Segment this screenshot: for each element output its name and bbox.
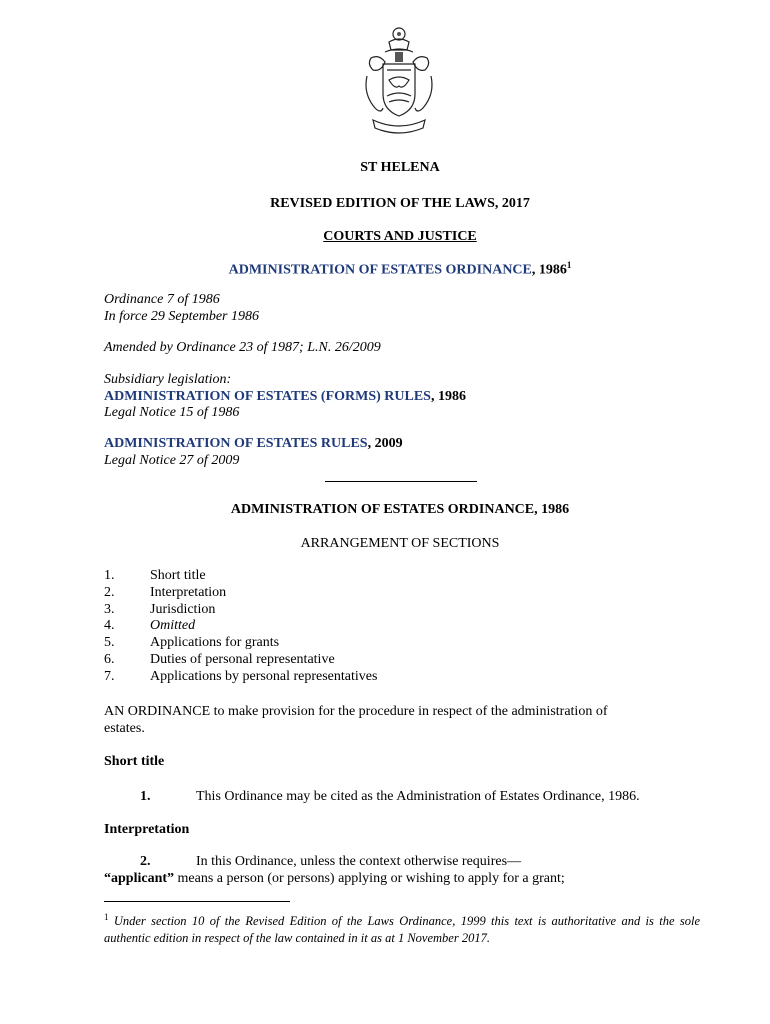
estates-rules (104, 436, 403, 469)
section-2-text: In this Ordinance, unless the context otherwise requires— (196, 854, 522, 869)
section-1-text: This Ordinance may be cited as the Administration of Estates Ordinance, 1986. (196, 789, 640, 804)
ordinance-title-link[interactable]: ADMINISTRATION OF ESTATES ORDINANCE (228, 262, 532, 278)
forms-rules-link[interactable]: ADMINISTRATION OF ESTATES (FORMS) RULES (104, 388, 431, 404)
section-1 (140, 788, 640, 805)
list-item[interactable]: 3. Jurisdiction (104, 601, 216, 617)
definition-term: “applicant” (104, 871, 175, 886)
subsidiary-legislation (104, 372, 466, 422)
ordinance-title-year: , 1986 (531, 262, 567, 278)
coat-of-arms-icon (359, 24, 439, 140)
in-force-date: In force 29 September 1986 (104, 308, 259, 324)
country-heading: ST HELENA (360, 160, 440, 175)
estates-rules-link[interactable]: ADMINISTRATION OF ESTATES RULES (104, 436, 368, 451)
interpretation-heading: Interpretation (104, 822, 190, 837)
preamble: AN ORDINANCE to make provision for the procedure in respect of the administration of estates. (104, 704, 608, 736)
arrangement-heading: ARRANGEMENT OF SECTIONS (300, 536, 500, 551)
footnote-text: Under section 10 of the Revised Edition of the Laws Ordinance, 1999 this text is authoritative and is the sole authentic edition in respect of the law contained in it as at 1 November 2017. (104, 914, 700, 946)
section-2 (140, 853, 521, 870)
list-item[interactable]: 7. Applications by personal representatives (104, 668, 378, 684)
forms-rules-notice: Legal Notice 15 of 1986 (104, 405, 240, 420)
ordinance-number: Ordinance 7 of 1986 (104, 292, 220, 307)
footnote (104, 909, 700, 947)
ordinance-heading: ADMINISTRATION OF ESTATES ORDINANCE, 1986 (230, 502, 570, 517)
footnote-divider (104, 901, 290, 902)
section-2-number: 2. (140, 854, 151, 869)
category-heading: COURTS AND JUSTICE (323, 229, 477, 244)
footnote-reference[interactable]: 1 (566, 260, 572, 270)
short-title-heading: Short title (104, 754, 165, 769)
list-item[interactable]: 2. Interpretation (104, 584, 227, 600)
list-item[interactable]: 4. Omitted (104, 618, 196, 634)
ordinance-info (104, 292, 259, 325)
amended-by: Amended by Ordinance 23 of 1987; L.N. 26/2009 (104, 340, 381, 355)
list-item[interactable]: 6. Duties of personal representative (104, 651, 335, 667)
forms-rules-year: , 1986 (430, 388, 466, 404)
definition-text: means a person (or persons) applying or wishing to apply for a grant; (174, 871, 565, 886)
list-item[interactable]: 1. Short title (104, 568, 206, 583)
footnote-marker: 1 (104, 912, 109, 922)
definition-applicant (104, 870, 565, 887)
subsidiary-label: Subsidiary legislation: (104, 372, 232, 387)
ordinance-title (0, 260, 770, 279)
estates-rules-year: , 2009 (367, 436, 403, 451)
sections-list (104, 568, 377, 686)
section-1-number: 1. (140, 789, 151, 804)
estates-rules-notice: Legal Notice 27 of 2009 (104, 452, 240, 468)
edition-heading: REVISED EDITION OF THE LAWS, 2017 (270, 196, 530, 211)
divider (325, 481, 477, 482)
list-item[interactable]: 5. Applications for grants (104, 635, 280, 651)
